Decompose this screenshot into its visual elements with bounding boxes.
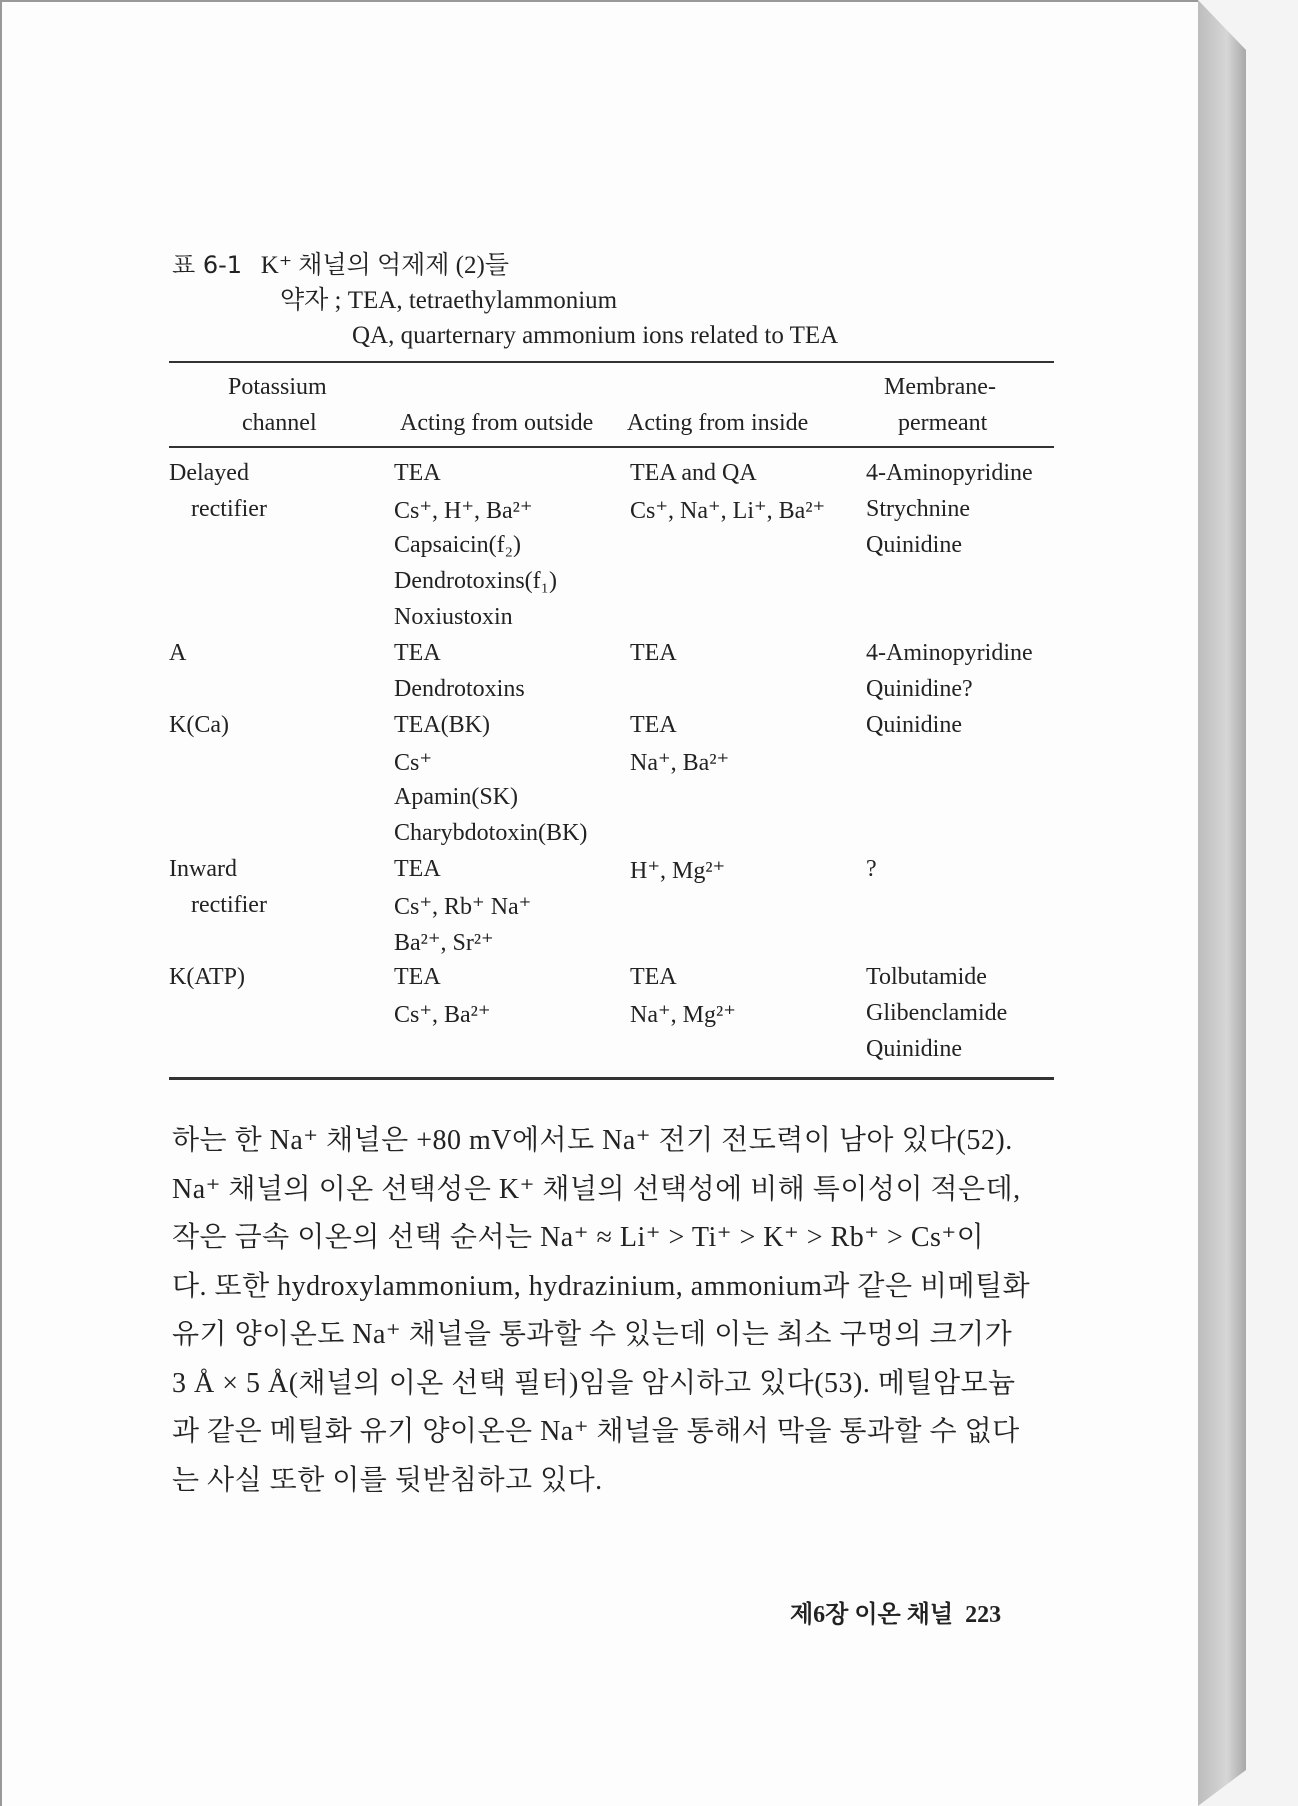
body-text-line: 하는 한 Na⁺ 채널은 +80 mV에서도 Na⁺ 전기 전도력이 남아 있다(52). <box>172 1125 1013 1156</box>
table-cell-permeant: Quinidine? <box>866 676 973 702</box>
table-cell-outside: Dendrotoxins <box>394 676 525 702</box>
table-cell-permeant: Quinidine <box>866 532 962 558</box>
page-footer <box>790 1594 1001 1629</box>
table-cell-outside: TEA <box>394 460 441 486</box>
header-permeant-1: Membrane- <box>884 374 996 400</box>
table-cell-outside: Cs⁺, H⁺, Ba²⁺ <box>394 498 533 524</box>
chapter-title: 제6장 이온 채널 <box>790 1602 954 1628</box>
table-cell-outside: Noxiustoxin <box>394 604 513 630</box>
header-channel-2: channel <box>242 410 317 436</box>
table-cell-channel: K(Ca) <box>169 712 229 738</box>
table-cell-outside: Capsaicin(f₂) <box>394 532 521 558</box>
table-cell-inside: Na⁺, Mg²⁺ <box>630 1002 736 1028</box>
table-caption <box>172 245 509 281</box>
table-title: K⁺ 채널의 억제제 (2)들 <box>260 252 509 279</box>
header-outside: Acting from outside <box>400 410 594 436</box>
body-text-line: 유기 양이온도 Na⁺ 채널을 통과할 수 있는데 이는 최소 구멍의 크기가 <box>172 1319 1013 1350</box>
table-cell-permeant: Quinidine <box>866 712 962 738</box>
table-top-rule <box>169 361 1054 363</box>
table-cell-permeant: 4-Aminopyridine <box>866 640 1033 666</box>
table-cell-inside: Cs⁺, Na⁺, Li⁺, Ba²⁺ <box>630 498 826 524</box>
table-cell-inside: Na⁺, Ba²⁺ <box>630 750 730 776</box>
table-cell-channel: Delayed <box>169 460 249 486</box>
table-header-rule <box>169 446 1054 448</box>
table-label: 표 6-1 <box>172 251 243 279</box>
table-cell-permeant: Tolbutamide <box>866 964 987 990</box>
table-cell-outside: Ba²⁺, Sr²⁺ <box>394 930 494 956</box>
page-number: 223 <box>965 1602 1002 1628</box>
table-cell-channel: Inward <box>169 856 237 882</box>
body-text-line: 다. 또한 hydroxylammonium, hydrazinium, ammonium과 같은 비메틸화 <box>172 1270 1031 1302</box>
table-cell-outside: TEA <box>394 640 441 666</box>
table-cell-outside: TEA(BK) <box>394 712 490 738</box>
body-text-line: 작은 금속 이온의 선택 순서는 Na⁺ ≈ Li⁺ > Ti⁺ > K⁺ > Rb⁺ > Cs⁺이 <box>172 1222 985 1253</box>
table-cell-outside: TEA <box>394 856 441 882</box>
table-cell-outside: Charybdotoxin(BK) <box>394 820 588 846</box>
abbrev-qa: QA, quarternary ammonium ions related to TEA <box>352 322 839 349</box>
table-cell-channel: A <box>169 640 187 666</box>
table-cell-permeant: Quinidine <box>866 1036 962 1062</box>
header-inside: Acting from inside <box>627 410 809 436</box>
table-cell-inside: H⁺, Mg²⁺ <box>630 858 726 884</box>
table-cell-outside: Apamin(SK) <box>394 784 518 810</box>
abbrev-tea: 약자 ; TEA, tetraethylammonium <box>280 287 618 314</box>
table-cell-permeant: 4-Aminopyridine <box>866 460 1033 486</box>
table-cell-outside: TEA <box>394 964 441 990</box>
table-cell-channel: K(ATP) <box>169 964 245 990</box>
table-cell-outside: Cs⁺ <box>394 750 433 776</box>
table-cell-permeant: Glibenclamide <box>866 1000 1008 1026</box>
table-cell-outside: Cs⁺, Ba²⁺ <box>394 1002 491 1028</box>
table-cell-permeant: Strychnine <box>866 496 970 522</box>
body-text-line: Na⁺ 채널의 이온 선택성은 K⁺ 채널의 선택성에 비해 특이성이 적은데, <box>172 1173 1021 1205</box>
table-cell-inside: TEA <box>630 712 677 738</box>
page-edge <box>1198 0 1246 1806</box>
body-text-line: 3 Å × 5 Å(채널의 이온 선택 필터)임을 암시하고 있다(53). 메틸암모늄 <box>172 1367 1016 1399</box>
table-cell-outside: Dendrotoxins(f₁) <box>394 568 557 594</box>
table-cell-permeant: ? <box>866 856 877 882</box>
header-permeant-2: permeant <box>898 410 988 436</box>
body-text-line: 과 같은 메틸화 유기 양이온은 Na⁺ 채널을 통해서 막을 통과할 수 없다 <box>172 1416 1020 1447</box>
header-channel-1: Potassium <box>228 374 327 400</box>
table-cell-channel: rectifier <box>191 892 267 918</box>
table-bottom-rule <box>169 1077 1054 1080</box>
table-cell-inside: TEA <box>630 640 677 666</box>
table-cell-channel: rectifier <box>191 496 267 522</box>
table-cell-inside: TEA <box>630 964 677 990</box>
table-cell-outside: Cs⁺, Rb⁺ Na⁺ <box>394 894 532 920</box>
table-cell-inside: TEA and QA <box>630 460 757 486</box>
body-text-line: 는 사실 또한 이를 뒷받침하고 있다. <box>172 1464 603 1496</box>
